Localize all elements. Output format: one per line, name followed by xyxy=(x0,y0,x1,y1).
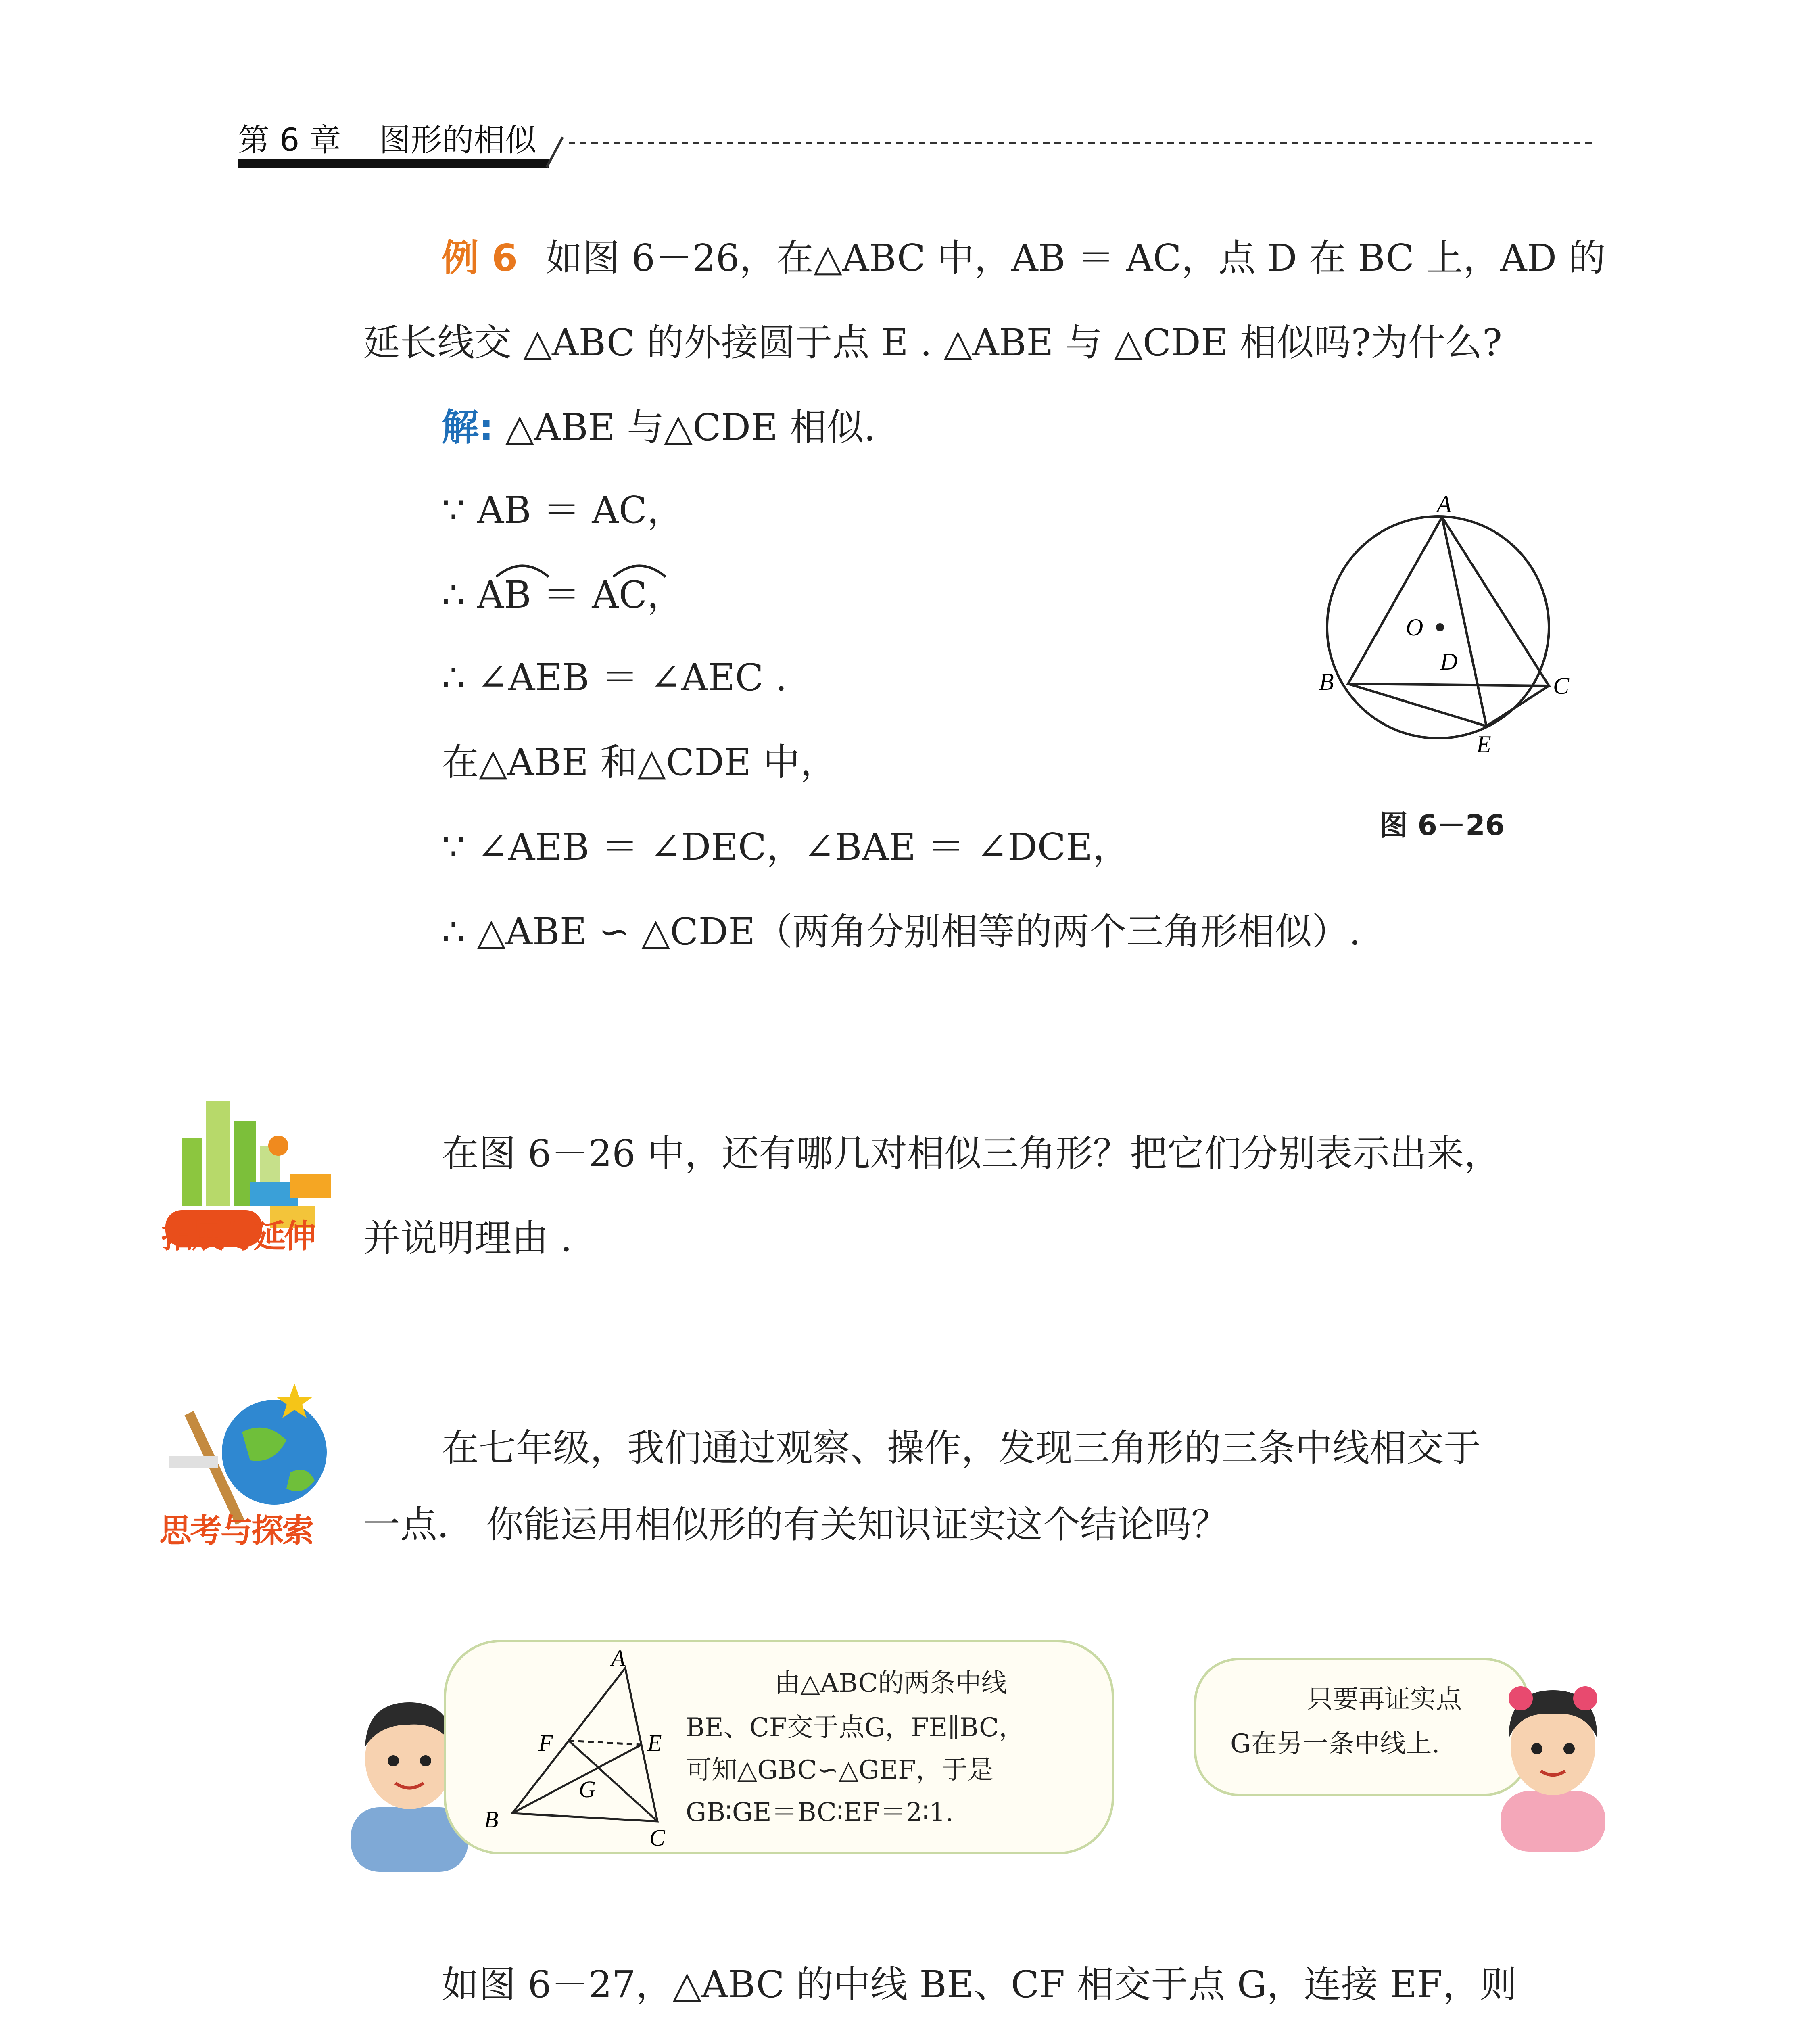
solution-step-6: ∴ △ABE ∽ △CDE（两角分别相等的两个三角形相似）. xyxy=(442,910,1361,953)
small-label-g: G xyxy=(579,1776,596,1802)
center-o-dot xyxy=(1436,623,1444,631)
label-o: O xyxy=(1406,614,1423,641)
example-line-1 xyxy=(442,234,1606,282)
example-label: 例 6 xyxy=(442,236,518,280)
boy-bubble-line-2: BE、CF交于点G，FE∥BC， xyxy=(686,1713,1025,1743)
small-label-c: C xyxy=(649,1825,665,1850)
segment-be xyxy=(1348,684,1486,726)
header-underline xyxy=(238,159,549,168)
label-c: C xyxy=(1553,672,1570,699)
small-label-e: E xyxy=(647,1730,662,1756)
label-a: A xyxy=(1437,491,1452,518)
figure-6-26 xyxy=(1303,488,1585,770)
label-d: D xyxy=(1440,648,1458,675)
boy-bubble-line-3: 可知△GBC∽△GEF，于是 xyxy=(686,1755,993,1785)
label-e: E xyxy=(1476,731,1491,758)
extension-badge-label: 拓展与延伸 xyxy=(161,1217,315,1255)
thinking-line-2: 一点． 你能运用相似形的有关知识证实这个结论吗？ xyxy=(363,1503,1229,1546)
solution-label: 解: xyxy=(442,406,494,449)
segment-ce xyxy=(1486,686,1549,726)
solution-step-5: ∵ ∠AEB ＝ ∠DEC，∠BAE ＝ ∠DCE， xyxy=(442,825,1130,869)
extension-line-1: 在图 6－26 中，还有哪几对相似三角形？把它们分别表示出来， xyxy=(442,1132,1501,1175)
solution-step-1: ∵ AB ＝ AC， xyxy=(442,489,685,532)
girl-bubble-line-2: G在另一条中线上. xyxy=(1230,1729,1440,1759)
bubble-triangle-figure xyxy=(476,1648,702,1850)
arc-marks xyxy=(488,553,698,581)
small-label-b: B xyxy=(484,1806,499,1833)
segment-ae xyxy=(1442,517,1486,726)
example-line-2: 延长线交 △ABC 的外接圆于点 E . △ABE 与 △CDE 相似吗?为什么? xyxy=(363,321,1502,364)
closing-line-1: 如图 6－27，△ABC 的中线 BE、CF 相交于点 G，连接 EF，则 xyxy=(442,1963,1517,2006)
thinking-badge-label: 思考与探索 xyxy=(159,1512,313,1549)
label-b: B xyxy=(1319,668,1334,695)
thinking-line-1: 在七年级，我们通过观察、操作，发现三角形的三条中线相交于 xyxy=(442,1426,1481,1470)
small-label-a: A xyxy=(611,1648,626,1671)
chapter-number: 第 6 章 xyxy=(238,122,341,159)
small-label-f: F xyxy=(538,1730,553,1756)
example-text-1: 如图 6－26，在△ABC 中，AB ＝ AC，点 D 在 BC 上，AD 的 xyxy=(545,236,1606,280)
figure-6-26-caption: 图 6－26 xyxy=(1380,809,1505,842)
solution-step-3: ∴ ∠AEB ＝ ∠AEC . xyxy=(442,656,787,699)
segment-fe xyxy=(569,1741,641,1745)
girl-bubble-line-1: 只要再证实点 xyxy=(1307,1685,1462,1714)
solution-step-2: ∴ AB ＝ AC， xyxy=(442,573,685,616)
chapter-title: 图形的相似 xyxy=(379,122,537,159)
solution-step-4: 在△ABE 和△CDE 中， xyxy=(442,741,837,784)
boy-bubble-line-1: 由△ABC的两条中线 xyxy=(774,1668,1007,1698)
extension-line-2: 并说明理由 . xyxy=(363,1217,572,1260)
header-dashed-rule xyxy=(545,129,1601,169)
solution-intro: △ABE 与△CDE 相似. xyxy=(505,406,876,449)
solution-intro-line xyxy=(442,403,876,452)
median-be xyxy=(512,1745,641,1813)
boy-bubble-line-4: GB∶GE＝BC∶EF＝2∶1. xyxy=(686,1798,954,1827)
girl-avatar xyxy=(1484,1670,1622,1852)
